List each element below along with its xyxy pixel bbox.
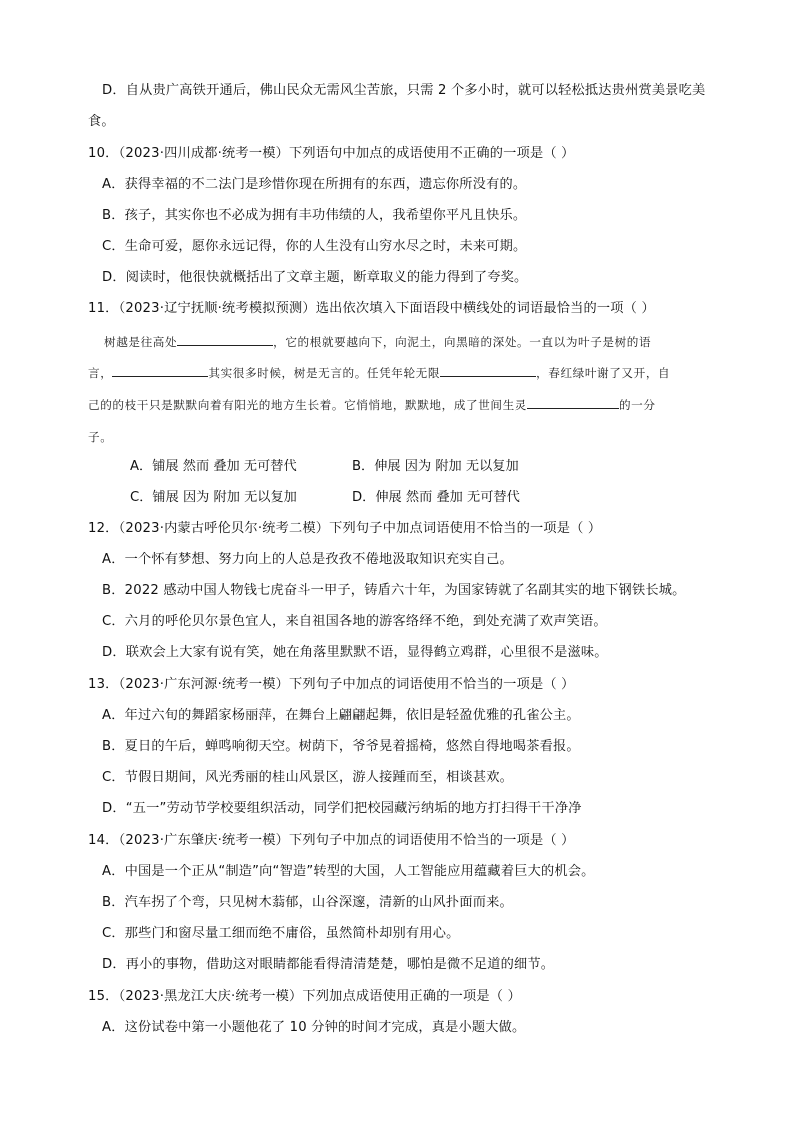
q13-option-a[interactable]: A．年过六旬的舞蹈家杨丽萍，在舞台上翩翩起舞，依旧是轻盈优雅的孔雀公主。 bbox=[102, 708, 580, 723]
passage-text: ，春红绿叶谢了又开，自 bbox=[536, 366, 671, 380]
passage-text: ，它的根就要越向下，向泥土，向黑暗的深处。一直以为叶子是树的语 bbox=[273, 335, 652, 349]
passage-text: 己的的枝干只是默默向着有阳光的地方生长着。它悄悄地，默默地，成了世间生灵 bbox=[88, 398, 527, 412]
q9-option-d-continued: 食。 bbox=[88, 114, 115, 129]
q10-option-b[interactable]: B．孩子，其实你也不必成为拥有丰功伟绩的人，我希望你平凡且快乐。 bbox=[102, 208, 527, 223]
q10-option-d[interactable]: D．阅读时，他很快就概括出了文章主题，断章取义的能力得到了夸奖。 bbox=[102, 270, 528, 285]
passage-text: 的一分 bbox=[618, 398, 656, 412]
question-13: 13．（2023·广东河源·统考一模）下列句子中加点的词语使用不恰当的一项是（ ） bbox=[88, 677, 575, 692]
q11-option-b[interactable]: B．伸展 因为 附加 无以复加 bbox=[352, 459, 519, 474]
q14-option-b[interactable]: B．汽车拐了个弯，只见树木蓊郁，山谷深邃，清新的山风扑面而来。 bbox=[102, 895, 513, 910]
q9-option-d[interactable]: D．自从贵广高铁开通后，佛山民众无需风尘苦旅，只需 2 个多小时，就可以轻松抵达贵州赏美景吃美 bbox=[102, 83, 706, 98]
q13-option-d[interactable]: D．“五一”劳动节学校要组织活动，同学们把校园藏污纳垢的地方打扫得干干净净 bbox=[102, 801, 582, 816]
passage-text: 树越是往高处 bbox=[104, 335, 178, 349]
question-15: 15．（2023·黑龙江大庆·统考一模）下列加点成语使用正确的一项是（ ） bbox=[88, 989, 521, 1004]
q12-option-a[interactable]: A．一个怀有梦想、努力向上的人总是孜孜不倦地汲取知识充实自己。 bbox=[102, 552, 513, 567]
q11-passage-line-2 bbox=[88, 364, 670, 382]
q10-option-a[interactable]: A．获得幸福的不二法门是珍惜你现在所拥有的东西，遗忘你所没有的。 bbox=[102, 177, 527, 192]
q11-passage-line-4: 子。 bbox=[88, 430, 113, 444]
q11-passage-line-1 bbox=[104, 333, 651, 351]
fill-blank-1[interactable] bbox=[177, 333, 273, 346]
q14-option-a[interactable]: A．中国是一个正从“制造”向“智造”转型的大国，人工智能应用蕴藏着巨大的机会。 bbox=[102, 864, 595, 879]
question-12: 12．（2023·内蒙古呼伦贝尔·统考二模）下列句子中加点词语使用不恰当的一项是（ ） bbox=[88, 521, 602, 536]
q12-option-c[interactable]: C．六月的呼伦贝尔景色宜人，来自祖国各地的游客络绎不绝，到处充满了欢声笑语。 bbox=[102, 614, 607, 629]
fill-blank-3[interactable] bbox=[440, 364, 536, 377]
q11-option-d[interactable]: D．伸展 然而 叠加 无可替代 bbox=[352, 490, 520, 505]
question-11: 11．（2023·辽宁抚顺·统考模拟预测）选出依次填入下面语段中横线处的词语最恰当的一项（ ） bbox=[88, 301, 655, 316]
q12-option-d[interactable]: D．联欢会上大家有说有笑，她在角落里默默不语，显得鹤立鸡群，心里很不是滋味。 bbox=[102, 645, 608, 660]
q13-option-b[interactable]: B．夏日的午后，蝉鸣响彻天空。树荫下，爷爷晃着摇椅，悠然自得地喝茶看报。 bbox=[102, 739, 580, 754]
q11-option-c[interactable]: C．铺展 因为 附加 无以复加 bbox=[130, 490, 297, 505]
fill-blank-4[interactable] bbox=[527, 396, 619, 409]
q11-passage-line-3 bbox=[88, 396, 656, 414]
q14-option-d[interactable]: D．再小的事物，借助这对眼睛都能看得清清楚楚，哪怕是微不足道的细节。 bbox=[102, 957, 555, 972]
q10-option-c[interactable]: C．生命可爱，愿你永远记得，你的人生没有山穷水尽之时，未来可期。 bbox=[102, 239, 527, 254]
question-14: 14．（2023·广东肇庆·统考一模）下列句子中加点的词语使用不恰当的一项是（ ） bbox=[88, 833, 575, 848]
q13-option-c[interactable]: C．节假日期间，风光秀丽的桂山风景区，游人接踵而至，相谈甚欢。 bbox=[102, 770, 514, 785]
question-10: 10．（2023·四川成都·统考一模）下列语句中加点的成语使用不正确的一项是（ ） bbox=[88, 146, 575, 161]
passage-text: 言， bbox=[88, 366, 113, 380]
q14-option-c[interactable]: C．那些门和窗尽量工细而绝不庸俗，虽然简朴却别有用心。 bbox=[102, 926, 460, 941]
q15-option-a[interactable]: A．这份试卷中第一小题他花了 10 分钟的时间才完成，真是小题大做。 bbox=[102, 1020, 526, 1035]
fill-blank-2[interactable] bbox=[112, 364, 208, 377]
q12-option-b[interactable]: B．2022 感动中国人物钱七虎奋斗一甲子，铸盾六十年，为国家铸就了名副其实的地下钢铁长城。 bbox=[102, 583, 686, 598]
q11-option-a[interactable]: A．铺展 然而 叠加 无可替代 bbox=[130, 459, 297, 474]
passage-text: 其实很多时候，树是无言的。任凭年轮无限 bbox=[208, 366, 441, 380]
